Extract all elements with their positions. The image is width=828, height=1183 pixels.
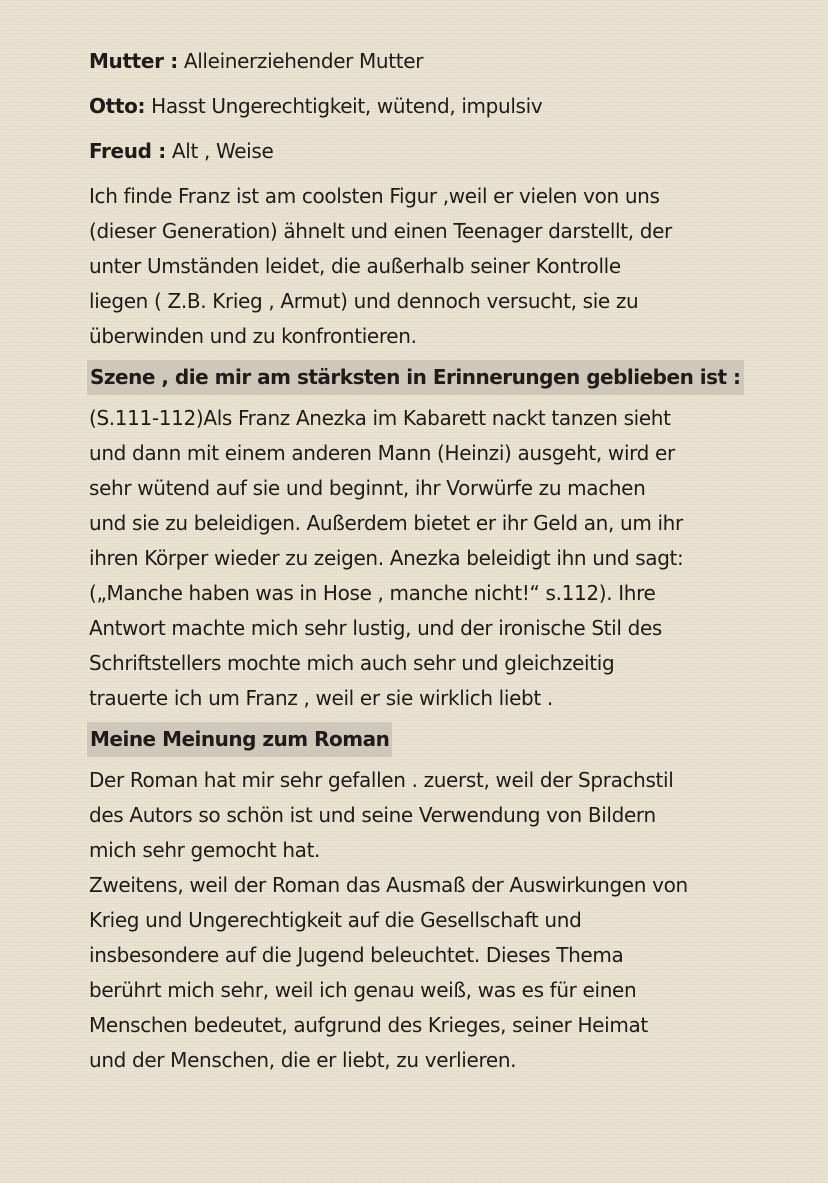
text-line: (S.111-112)Als Franz Anezka im Kabarett nackt tanzen sieht (89, 406, 671, 430)
text-line: insbesondere auf die Jugend beleuchtet. Dieses Thema (89, 943, 624, 967)
text-line: trauerte ich um Franz , weil er sie wirklich liebt . (89, 686, 553, 710)
scene-heading-row (89, 360, 789, 395)
text-line: des Autors so schön ist und seine Verwendung von Bildern (89, 803, 656, 827)
character-mutter (89, 44, 789, 79)
text-line: ihren Körper wieder zu zeigen. Anezka beleidigt ihn und sagt: (89, 546, 684, 570)
text-line: Ich finde Franz ist am coolsten Figur ,weil er vielen von uns (89, 184, 660, 208)
document-page (89, 44, 789, 1078)
character-description: Alt , Weise (171, 139, 274, 163)
text-line: sehr wütend auf sie und beginnt, ihr Vorwürfe zu machen (89, 476, 646, 500)
text-line: und sie zu beleidigen. Außerdem bietet er ihr Geld an, um ihr (89, 511, 683, 535)
text-line: mich sehr gemocht hat. (89, 838, 321, 862)
character-name: Otto: (89, 94, 146, 118)
character-name: Mutter : (89, 49, 178, 73)
scene-heading: Szene , die mir am stärksten in Erinnerungen geblieben ist : (87, 360, 744, 395)
text-line: Antwort machte mich sehr lustig, und der ironische Stil des (89, 616, 662, 640)
text-line: und der Menschen, die er liebt, zu verlieren. (89, 1048, 517, 1072)
text-line: („Manche haben was in Hose , manche nicht!“ s.112). Ihre (89, 581, 656, 605)
text-line: und dann mit einem anderen Mann (Heinzi) ausgeht, wird er (89, 441, 675, 465)
opinion-heading: Meine Meinung zum Roman (87, 722, 392, 757)
text-line: berührt mich sehr, weil ich genau weiß, was es für einen (89, 978, 637, 1002)
text-line: Krieg und Ungerechtigkeit auf die Gesellschaft und (89, 908, 582, 932)
text-line: Zweitens, weil der Roman das Ausmaß der Auswirkungen von (89, 873, 688, 897)
text-line: Der Roman hat mir sehr gefallen . zuerst, weil der Sprachstil (89, 768, 674, 792)
favorite-character-paragraph (89, 179, 789, 354)
character-otto (89, 89, 789, 124)
character-description: Alleinerziehender Mutter (183, 49, 424, 73)
text-line: unter Umständen leidet, die außerhalb seiner Kontrolle (89, 254, 621, 278)
opinion-heading-row (89, 722, 789, 757)
text-line: überwinden und zu konfrontieren. (89, 324, 417, 348)
scene-paragraph (89, 401, 789, 716)
character-name: Freud : (89, 139, 166, 163)
text-line: Menschen bedeutet, aufgrund des Krieges, seiner Heimat (89, 1013, 648, 1037)
character-description: Hasst Ungerechtigkeit, wütend, impulsiv (151, 94, 543, 118)
opinion-paragraph (89, 763, 789, 1078)
character-freud (89, 134, 789, 169)
text-line: (dieser Generation) ähnelt und einen Teenager darstellt, der (89, 219, 672, 243)
text-line: Schriftstellers mochte mich auch sehr und gleichzeitig (89, 651, 615, 675)
text-line: liegen ( Z.B. Krieg , Armut) und dennoch versucht, sie zu (89, 289, 639, 313)
